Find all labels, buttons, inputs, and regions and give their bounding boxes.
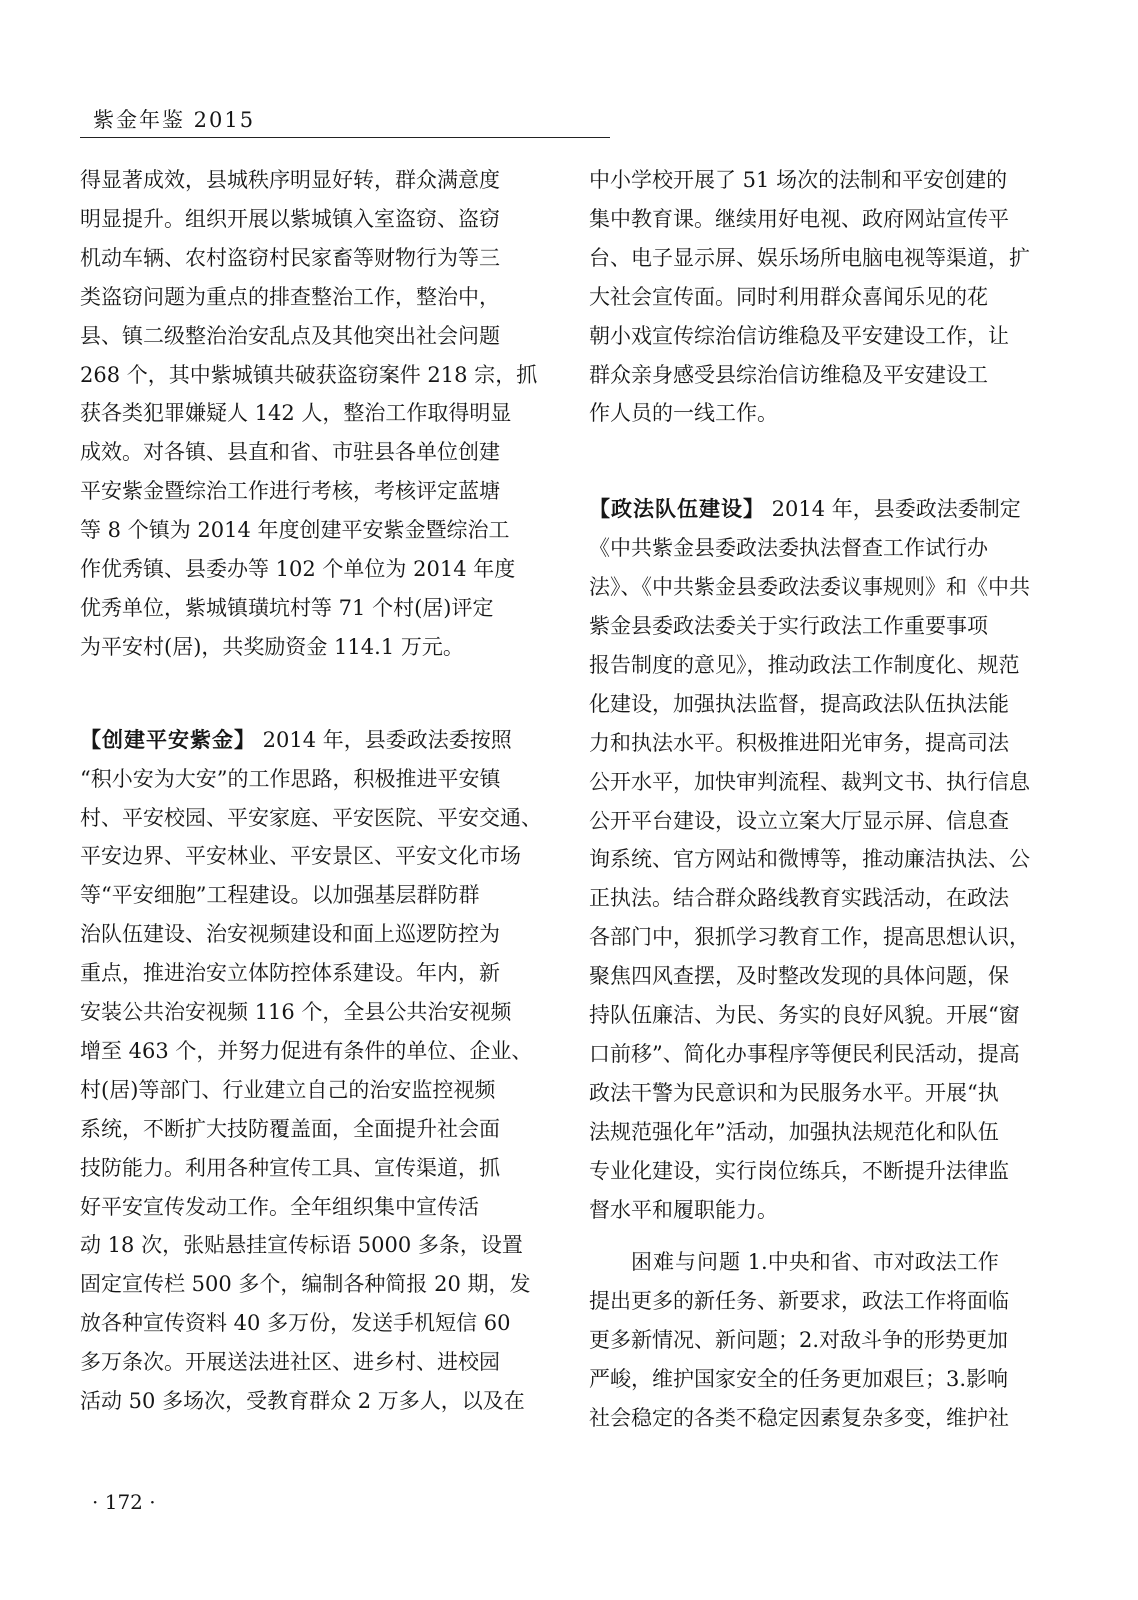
line-text: 作人员的一线工作。	[589, 401, 778, 426]
line-text: 朝小戏宣传综治信访维稳及平安建设工作，让	[589, 323, 1009, 348]
text-line	[80, 316, 500, 356]
text-line	[631, 1242, 999, 1282]
line-text: 县、镇二级整治治安乱点及其他突出社会问题	[80, 323, 500, 348]
text-line	[80, 1264, 531, 1304]
text-line	[589, 1190, 778, 1230]
text-line	[80, 471, 500, 511]
text-line	[80, 1187, 479, 1227]
line-text: 报告制度的意见》，推动政法工作制度化、规范	[589, 652, 1020, 677]
line-text: 增至 463 个，并努力促进有条件的单位、企业、	[80, 1038, 533, 1063]
line-text: 提出更多的新任务、新要求，政法工作将面临	[589, 1289, 1009, 1314]
text-line	[80, 393, 511, 433]
section-heading: 【政法队伍建设】	[589, 496, 765, 522]
line-text: 社会稳定的各类不稳定因素复杂多变，维护社	[589, 1406, 1009, 1430]
text-line	[80, 1070, 495, 1110]
text-line	[80, 588, 493, 628]
text-line	[589, 1320, 1008, 1360]
text-line	[80, 277, 500, 317]
line-text: 督水平和履职能力。	[589, 1197, 778, 1222]
text-line	[589, 355, 988, 395]
text-line	[589, 878, 1009, 918]
text-line	[80, 953, 500, 993]
text-line	[80, 355, 537, 395]
text-line	[80, 199, 500, 239]
text-line	[80, 875, 479, 915]
running-header-title: 紫金年鉴 2015	[93, 108, 256, 132]
line-text: 法规范强化年”活动，加强执法规范化和队伍	[589, 1119, 999, 1144]
text-line	[589, 1151, 1009, 1191]
line-text: 放各种宣传资料 40 多万份，发送手机短信 60	[80, 1311, 511, 1336]
text-line	[80, 798, 542, 838]
line-text: 聚焦四风查摆，及时整改发现的具体问题，保	[589, 964, 1009, 989]
header-divider	[80, 137, 610, 138]
page-number: · 172 ·	[92, 1490, 156, 1514]
line-text: 村、平安校园、平安家庭、平安医院、平安交通、	[80, 805, 542, 830]
line-text: 集中教育课。继续用好电视、政府网站宣传平	[589, 206, 1009, 231]
text-line	[589, 1398, 1009, 1438]
text-line	[589, 762, 1030, 802]
line-text: 中小学校开展了 51 场次的法制和平安创建的	[589, 168, 1008, 192]
text-line	[80, 992, 511, 1032]
line-text: 2014 年，县委政法委按照	[256, 727, 512, 752]
line-text: 正执法。结合群众路线教育实践活动，在政法	[589, 886, 1009, 911]
text-line	[589, 1359, 1008, 1399]
text-line	[589, 645, 1020, 685]
line-text: 口前移”、简化办事程序等便民利民活动，提高	[589, 1041, 1020, 1066]
line-text: 系统，不断扩大技防覆盖面，全面提升社会面	[80, 1116, 500, 1141]
line-text: 大社会宣传面。同时利用群众喜闻乐见的花	[589, 284, 988, 309]
text-line	[80, 1031, 532, 1071]
text-line	[589, 606, 988, 646]
text-line	[589, 1112, 999, 1152]
text-line	[589, 277, 988, 317]
line-text: 获各类犯罪嫌疑人 142 人，整治工作取得明显	[80, 401, 512, 426]
text-line	[80, 432, 500, 472]
text-line	[589, 238, 1030, 278]
text-line	[80, 1148, 500, 1188]
line-text: 多万条次。开展送法进社区、进乡村、进校园	[80, 1350, 500, 1375]
text-line	[589, 1034, 1020, 1074]
line-text: 优秀单位，紫城镇璜坑村等 71 个村(居)评定	[80, 595, 494, 620]
line-text: 化建设，加强执法监督，提高政法队伍执法能	[589, 691, 1009, 716]
text-line	[589, 917, 1030, 957]
line-text: 严峻，维护国家安全的任务更加艰巨；3.影响	[589, 1367, 1009, 1392]
line-text: 治队伍建设、治安视频建设和面上巡逻防控为	[80, 922, 500, 947]
line-text: 1.中央和省、市对政法工作	[741, 1250, 999, 1275]
line-text: 2014 年，县委政法委制定	[765, 497, 1021, 522]
text-line	[589, 567, 1030, 607]
line-text: 重点，推进治安立体防控体系建设。年内，新	[80, 961, 500, 986]
line-text: 村(居)等部门、行业建立自己的治安监控视频	[80, 1077, 496, 1102]
text-line	[589, 489, 1021, 529]
line-text: 平安边界、平安林业、平安景区、平安文化市场	[80, 844, 521, 869]
text-line	[589, 199, 1009, 239]
line-text: 紫金县委政法委关于实行政法工作重要事项	[589, 614, 988, 638]
text-line	[589, 801, 1009, 841]
line-text: 台、电子显示屏、娱乐场所电脑电视等渠道，扩	[589, 245, 1030, 270]
text-line	[80, 1109, 500, 1149]
line-text: 好平安宣传发动工作。全年组织集中宣传活	[80, 1194, 479, 1219]
text-line	[589, 528, 988, 568]
text-line	[589, 316, 1009, 356]
line-text: 成效。对各镇、县直和省、市驻县各单位创建	[80, 440, 500, 465]
line-text: 法》、《中共紫金县委政法委议事规则》和《中共	[589, 575, 1030, 600]
line-text: 得显著成效，县城秩序明显好转，群众满意度	[80, 168, 500, 192]
line-text: 《中共紫金县委政法委执法督查工作试行办	[589, 536, 988, 561]
line-text: “积小安为大安”的工作思路，积极推进平安镇	[80, 766, 501, 791]
line-text: 持队伍廉洁、为民、务实的良好风貌。开展“窗	[589, 1003, 1020, 1027]
text-line	[80, 1342, 500, 1382]
text-line	[80, 160, 500, 200]
line-text: 公开平台建设，设立立案大厅显示屏、信息查	[589, 808, 1009, 833]
text-line	[80, 914, 500, 954]
line-text: 专业化建设，实行岗位练兵，不断提升法律监	[589, 1158, 1009, 1183]
text-line	[80, 1225, 523, 1265]
text-line	[80, 759, 500, 799]
line-text: 技防能力。利用各种宣传工具、宣传渠道，抓	[80, 1155, 500, 1180]
text-line	[80, 1303, 510, 1343]
text-line	[589, 160, 1007, 200]
text-line	[589, 1281, 1009, 1321]
section-heading: 【创建平安紫金】	[80, 726, 256, 752]
line-text: 为平安村(居)，共奖励资金 114.1 万元。	[80, 634, 464, 659]
line-text: 力和执法水平。积极推进阳光审务，提高司法	[589, 730, 1009, 755]
line-text: 等 8 个镇为 2014 年度创建平安紫金暨综治工	[80, 518, 510, 543]
text-line	[589, 684, 1009, 724]
line-text: 群众亲身感受县综治信访维稳及平安建设工	[589, 362, 988, 387]
text-line	[80, 549, 515, 589]
line-text: 等“平安细胞”工程建设。以加强基层群防群	[80, 883, 480, 908]
line-text: 明显提升。组织开展以紫城镇入室盗窃、盗窃	[80, 206, 500, 231]
line-text: 机动车辆、农村盗窃村民家畜等财物行为等三	[80, 245, 500, 270]
line-text: 询系统、官方网站和微博等，推动廉洁执法、公	[589, 847, 1030, 872]
text-line	[80, 1381, 525, 1421]
text-line	[80, 627, 464, 667]
line-text: 固定宣传栏 500 多个，编制各种简报 20 期，发	[80, 1272, 531, 1297]
line-text: 更多新情况、新问题；2.对敌斗争的形势更加	[589, 1328, 1009, 1353]
text-line	[589, 995, 1020, 1035]
line-text: 268 个，其中紫城镇共破获盗窃案件 218 宗，抓	[80, 362, 538, 387]
line-text: 类盗窃问题为重点的排查整治工作，整治中，	[80, 284, 500, 309]
subsection-heading: 困难与问题	[631, 1250, 741, 1275]
line-text: 安装公共治安视频 116 个，全县公共治安视频	[80, 1000, 512, 1024]
line-text: 活动 50 多场次，受教育群众 2 万多人，以及在	[80, 1389, 525, 1413]
line-text: 各部门中，狠抓学习教育工作，提高思想认识，	[589, 925, 1030, 950]
text-line	[589, 723, 1009, 763]
text-line	[80, 836, 521, 876]
line-text: 政法干警为民意识和为民服务水平。开展“执	[589, 1080, 999, 1105]
text-line	[80, 720, 512, 760]
line-text: 公开水平，加快审判流程、裁判文书、执行信息	[589, 769, 1030, 794]
text-line	[589, 1073, 999, 1113]
text-line	[589, 393, 778, 433]
text-line	[80, 238, 500, 278]
line-text: 作优秀镇、县委办等 102 个单位为 2014 年度	[80, 557, 516, 581]
line-text: 平安紫金暨综治工作进行考核，考核评定蓝塘	[80, 479, 500, 504]
text-line	[589, 956, 1009, 996]
text-line	[589, 839, 1030, 879]
text-line	[80, 510, 510, 550]
line-text: 动 18 次，张贴悬挂宣传标语 5000 多条，设置	[80, 1233, 523, 1258]
